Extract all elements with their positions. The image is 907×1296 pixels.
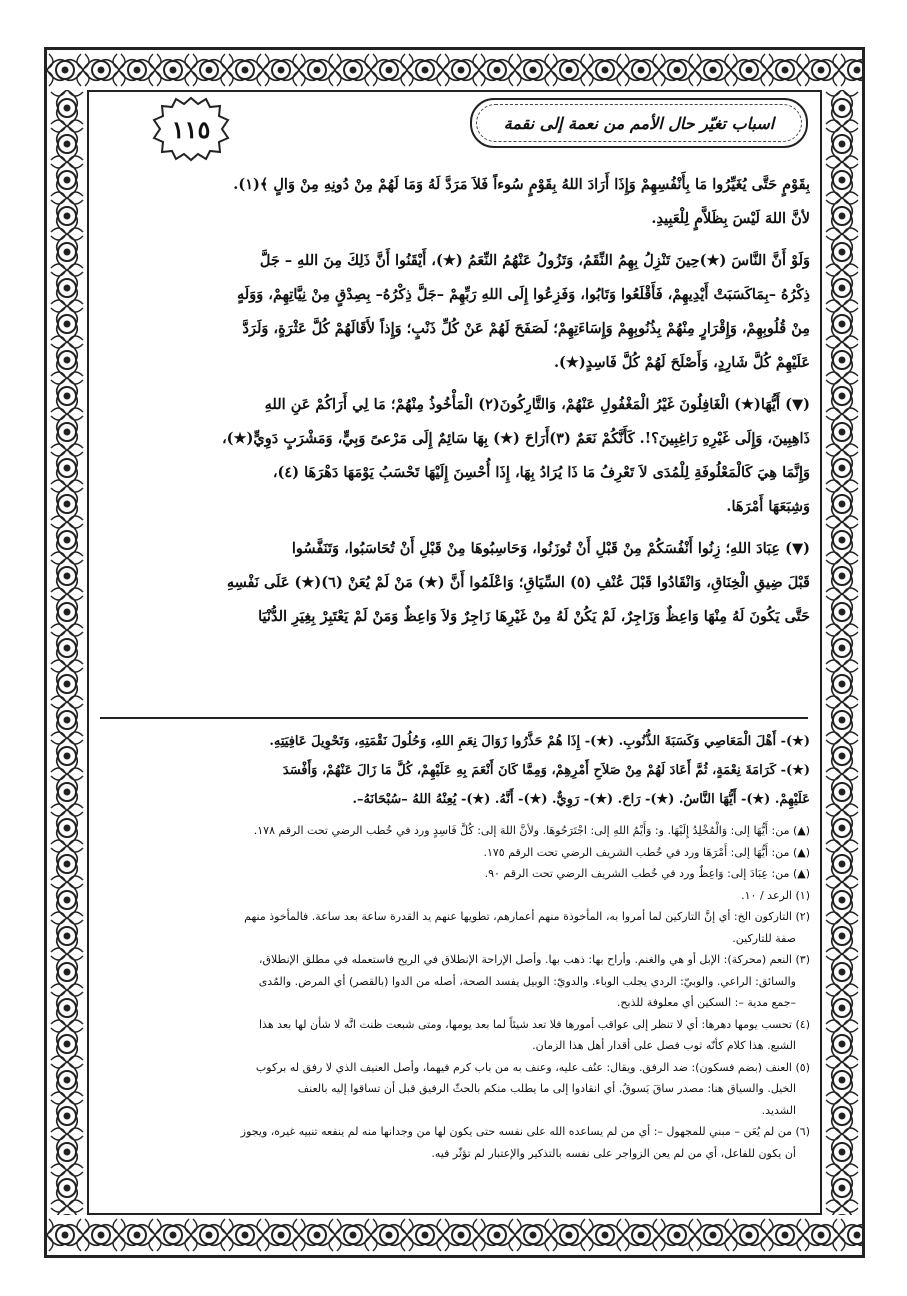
page-title: اسباب تغيّر حال الأمم من نعمة إلى نقمة	[503, 113, 775, 133]
footnote-line: الشبع. هذا كلام كأنّه ثوب فصل على أقدار أهل هذا الزمان.	[532, 1039, 796, 1052]
text-line: ذِكْرُهُ –بِمَاكَسَبَتْ أَيْدِيهِمْ، فَأَقْلَعُوا وَتَابُوا، وَفَزِعُوا إِلَى اللهِ رَبِّهِمْ –جَلَّ ذِكْرُهُ– بِصِدْقٍ مِنْ نِيَّاتِهِمْ، وَوَلَهٍ	[237, 286, 810, 303]
ornamental-border-left	[47, 90, 87, 1215]
text-line: بِقَوْمٍ حَتَّى يُغَيِّرُوا مَا بِأَنْفُسِهِمْ وَإِذَا أَرَادَ اللهُ بِقَوْمٍ سُوءاً فَلاَ مَرَدَّ لَهُ وَمَا لَهُمْ مِنْ دُونِهِ مِنْ وَالٍ ﴾(١).	[233, 176, 810, 193]
page-number-badge	[148, 96, 234, 162]
footnote-line: (٢) التاركون الخ: أي إنَّ التاركين لما أمروا به، المأخوذة منهم أعمارهم، تطويها عنهم يد القدرة ساعة بعد ساعة. فالمأخوذ منهم	[244, 910, 810, 923]
footnote-line: الخيل. والسياق هنا: مصدر ساقَ يَسوقُ. أي انقادوا إلى ما يطلب منكم بالحثّ الرفيق قبل أن تساقوا إليه بالعنف	[297, 1082, 796, 1095]
footnote-line: (٥) العنف (بضم فسكون): ضد الرفق. ويقال: عنُف عليه، وعنف به من باب كرم فيهما، وأصل العنيف الذي لا رفق له بركوب	[255, 1060, 810, 1074]
footnote-line: (٦) من لم يُعَن – مبني للمجهول –: أي من لم يساعده الله على نفسه حتى يكون لها من وجدانها منه لم ينفعه تنبيه غيره، ويجوز	[240, 1125, 810, 1138]
footnote-line: (٣) النعم (محركة): الإبل أو هي والغنم. وأراح بها: ذهب بها. وأصل الإراحة الإنطلاق في الريح فاستعمله في مطلق الإنطلاق،	[258, 953, 810, 966]
text-line: وَإِنَّمَا هِيَ كَالْمَعْلُوفَةِ لِلْمُدَى لاَ تَعْرِفُ مَا ذَا يُرَادُ بِهَا، إِذَا أُحْسِنَ إِلَيْهَا تَحْسَبُ يَوْمَهَا دَهْرَهَا (٤)،	[272, 464, 810, 481]
ornamental-border-right	[822, 90, 862, 1215]
text-line: لأنَّ اللهَ لَيْسَ بِظَلاَّمٍ لِلْعَبِيدِ.	[651, 210, 810, 227]
variant-line: عَلَيْهِمْ. (★)- أَيُّهَا النَّاسُ. (★)- رَاحَ. (★)- رَوِيٌّ. (★)- أَنَّهُ. (★)- يُعِنْهُ اللهُ –سُبْحَانَهُ–.	[352, 792, 810, 807]
text-line: حَتَّى يَكُونَ لَهُ مِنْهَا وَاعِظٌ وَزَاجِرٌ، لَمْ يَكُنْ لَهُ مِنْ غَيْرِهَا زَاجِرٌ وَلاَ وَاعِظٌ وَمَنْ لَمْ يَعْتَبِرْ بِغِيَرِ الدُّنْيَا	[258, 608, 810, 625]
footnote-line: الشديد.	[761, 1103, 796, 1117]
ornamental-border-bottom	[47, 1215, 862, 1255]
variant-line: (★)- كَرَامَةَ نِعْمَةٍ، ثُمَّ أَعَادَ لَهُمْ مِنْ صَلاَحِ أَمْرِهِمْ، وَمِمَّا كَانَ أَنْعَمَ بِهِ عَلَيْهِمْ، كُلَّ مَا زَالَ عَنْهُمْ، وَأَفْسَدَ	[282, 763, 810, 778]
text-line: (▼) عِبَادَ اللهِ؛ زِنُوا أَنْفُسَكُمْ مِنْ قَبْلِ أَنْ تُوزَنُوا، وَحَاسِبُوهَا مِنْ قَبْلِ أَنْ تُحَاسَبُوا، وَتَنَفَّسُوا	[291, 540, 810, 557]
footnotes	[98, 820, 810, 1164]
footnote-line: صفة للتاركين.	[732, 931, 796, 945]
text-line: عَلَيْهِمْ كُلَّ شَارِدٍ، وَأَصْلَحَ لَهُمْ كُلَّ فَاسِدٍ(★).	[553, 354, 810, 371]
text-line: ذَاهِبِينَ، وَإِلَى غَيْرِهِ رَاغِبِينَ؟!. كَأَنَّكُمْ نَعَمٌ (٣)أَرَاحَ (★) بِهَا سَائِمٌ إِلَى مَرْعىً وَبِيٍّ، وَمَشْرَبٍ دَوِيٍّ(★)،	[221, 430, 810, 447]
footnote-line: –جمع مدية –: السكين أي معلوفة للذبح.	[616, 996, 796, 1009]
page-number: ١١٥	[171, 114, 211, 144]
variant-line: (★)- أَهْلَ الْمَعَاصِي وَكَسَبَةَ الذُّنُوبِ. (★)- إِذَا هُمْ حَذَّرُوا زَوَالَ نِعَمِ اللهِ، وَحُلُولَ نَقْمَتِهِ، وَتَحْوِيلَ عَافِيَتِهِ.	[269, 734, 810, 749]
text-line: (▼) أَيُّهَا(★) الْغَافِلُونَ غَيْرُ الْمَغْفُولِ عَنْهُمْ، وَالتَّارِكُونَ(٢) الْمَأْخُوذُ مِنْهُمْ؛ مَا لِي أَرَاكُمْ عَنِ اللهِ	[264, 396, 810, 413]
footnote-line: (▲) من: عِبَادَ إلى: وَاعِظٌ ورد في خُطب الشريف الرضي تحت الرقم ٩٠.	[484, 867, 810, 880]
text-line: وَشِبَعَهَا أَمْرَهَا.	[726, 498, 810, 515]
footnote-line: (▲) من: أَيُّهَا إلى: أَمْرَهَا ورد في خُطب الشريف الرضي تحت الرقم ١٧٥.	[483, 845, 810, 859]
text-line: مِنْ قُلُوبِهِمْ، وَإِقْرَارٍ مِنْهُمْ بِذُنُوبِهِمْ وَإِسَاءَتِهِمْ؛ لَصَفَحَ لَهُمْ عَنْ كُلِّ ذَنْبٍ؛ وَإِذاً لأَقَالَهُمْ كُلَّ عَثْرَةٍ، وَلَرَدَّ	[242, 320, 810, 337]
footnote-line: (▲) من: أَيُّهَا إلى: وَالْمُخْلِدُ إِلَيْهَا. و: وَأَيْمُ اللهِ إلى: اجْتَرَحُوهَا. ولأنَّ اللهَ إلى: كُلَّ فَاسِدٍ ورد في خُطب الرضي تحت الرقم ١٧٨.	[253, 824, 810, 837]
variant-readings	[98, 727, 810, 814]
footnote-line: (٤) تحسب يومها دهرها: أي لا تنظر إلى عواقب أمورها فلا تعد شيئاً لما بعد يومها، ومتى شبعت ظنت انَّه لا شأن لها بعد هذا	[258, 1017, 810, 1031]
page-title-box	[470, 98, 808, 148]
footnote-line: والسائق: الراعي. والوبيّ: الردي يجلب الوباء. والدويّ: الوبيل يفسد الصحة، أصله من الدوا (بالقصر) أي المرض. والمُدى	[258, 974, 796, 988]
footnote-divider	[100, 717, 808, 719]
ornamental-border-top	[47, 50, 862, 90]
footnote-line: أن يكون للفاعل، أي من لم يعن الزواجر على نفسه بالتذكير والإعتبار لم تؤثّر فيه.	[431, 1146, 796, 1160]
footnote-line: (١) الرعد / ١٠.	[741, 888, 810, 902]
text-line: قَبْلَ ضِيقِ الْخِنَاقِ، وَانْقَادُوا قَبْلَ عُنْفِ (٥) السِّيَاقِ؛ وَاعْلَمُوا أَنَّ (★) مَنْ لَمْ يُعَنْ (٦)(★) عَلَى نَفْسِهِ	[226, 574, 810, 591]
text-line: وَلَوْ أَنَّ النَّاسَ (★)حِينَ تَنْزِلُ بِهِمُ النِّقَمُ، وَتَزُولُ عَنْهُمُ النِّعَمُ (★)، أَيْقَنُوا أَنَّ ذَلِكَ مِنَ اللهِ – جَلَّ	[259, 252, 810, 269]
main-text	[98, 168, 810, 634]
